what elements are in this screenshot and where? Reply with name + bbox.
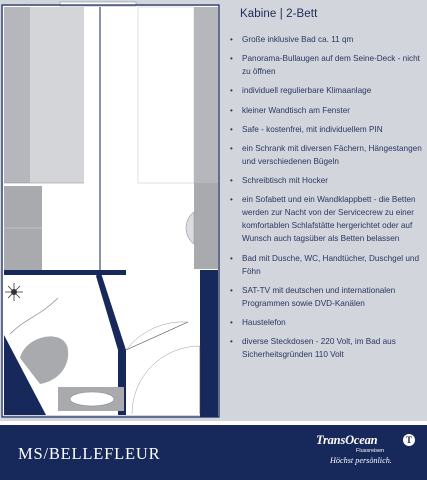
list-item: • ein Sofabett und ein Wandklappbett - die Betten werden zur Nacht von der Servicecrew zu einer komfortablen Schlafstätte hergerichtet oder auf Wunsch auch tagsüber als Betten belassen	[230, 195, 416, 244]
feature-list	[230, 33, 426, 361]
brand-emblem-icon: T	[403, 434, 415, 446]
ship-name: MS/BELLEFLEUR	[18, 444, 161, 463]
list-item: • SAT-TV mit deutschen und internationalen Programmen sowie DVD-Kanälen	[230, 285, 396, 308]
brand-tagline: Höchst persönlich.	[330, 456, 392, 465]
list-item: • diverse Steckdosen - 220 Volt, im Bad aus Sicherheitsgründen 110 Volt	[230, 337, 396, 360]
bath-top-wall	[4, 270, 126, 275]
cabin-title: Kabine | 2-Bett	[240, 8, 318, 20]
bullet-icon: •	[230, 317, 233, 327]
cabin-info	[230, 8, 426, 367]
sofa-bed	[30, 7, 84, 183]
sink-basin	[70, 392, 114, 406]
wall-bed	[4, 7, 30, 183]
bullet-icon: •	[230, 253, 233, 263]
brand-subline: Flussreisen	[356, 448, 385, 454]
footer-bar	[0, 425, 427, 480]
list-item: • Bad mit Dusche, WC, Handtücher, Duschgel und Föhn	[230, 253, 420, 276]
list-item: • individuell regulierbare Klimaanlage	[230, 86, 372, 96]
list-item: • ein Schrank mit diversen Fächern, Hängestangen und verschiedenen Bügeln	[230, 143, 422, 166]
bullet-icon: •	[230, 195, 233, 205]
list-item: • kleiner Wandtisch am Fenster	[230, 105, 350, 115]
bullet-icon: •	[230, 337, 233, 347]
wardrobe	[194, 7, 218, 183]
list-item: • Große inklusive Bad ca. 11 qm	[230, 35, 354, 44]
bullet-icon: •	[230, 86, 233, 96]
desk-area	[138, 7, 194, 183]
bullet-icon: •	[230, 143, 233, 153]
bullet-icon: •	[230, 285, 233, 295]
bullet-icon: •	[230, 54, 233, 64]
safe-cabinet	[194, 183, 218, 269]
list-item: • Panorama-Bullaugen auf dem Seine-Deck - nicht zu öffnen	[230, 54, 420, 77]
bullet-icon: •	[230, 105, 233, 115]
right-bath-wall	[200, 270, 218, 417]
list-item: • Schreibtisch mit Hocker	[230, 176, 328, 186]
bullet-icon: •	[230, 35, 233, 44]
list-item: • Haustelefon	[230, 317, 286, 327]
brand-name: TransOcean	[316, 433, 378, 447]
brand-logo-block[interactable]	[316, 433, 416, 473]
bullet-icon: •	[230, 124, 233, 134]
list-item: • Safe - kostenfrei, mit individuellem PIN	[230, 124, 383, 134]
bullet-icon: •	[230, 176, 233, 186]
cabin-floor-plan	[0, 0, 230, 421]
